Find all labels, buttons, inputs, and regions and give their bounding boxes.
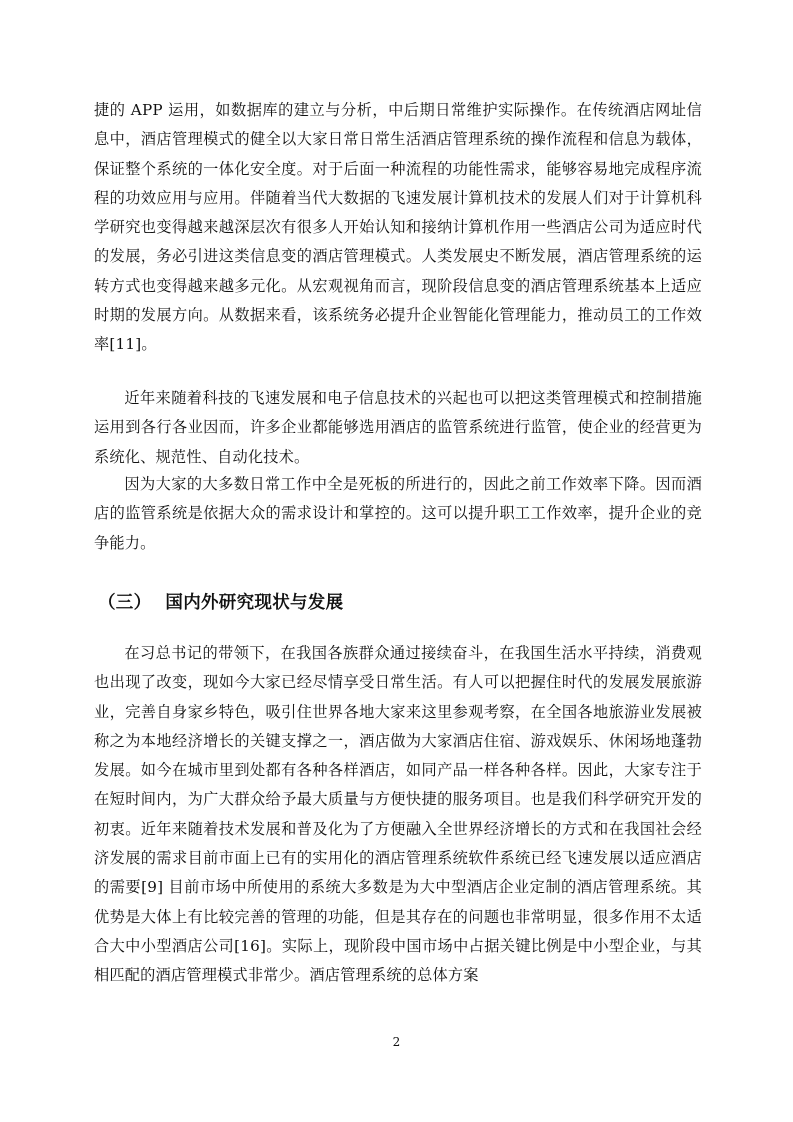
section-title: 国内外研究现状与发展 [165,593,344,613]
section-heading [98,588,343,618]
body-paragraph: 在习总书记的带领下，在我国各族群众通过接续奋斗，在我国生活水平持续，消费观也出现了改变，现如今大家已经尽情享受日常生活。有人可以把握住时代的发展发展旅游业，完善自身家乡特色，吸引住世界各地大家来这里参观考察，在全国各地旅游业发展被称之为本地经济增长的关键支撑之一，酒店做为大家酒店住宿、游戏娱乐、休闲场地蓬勃发展。如今在城市里到处都有各种各样酒店，如同产品一样各种各样。因此，大家专注于在短时间内，为广大群众给予最大质量与方便快捷的服务项目。也是我们科学研究开发的初衷。近年来随着技术发展和普及化为了方便融入全世界经济增长的方式和在我国社会经济发展的需求目前市面上已有的实用化的酒店管理系统软件系统已经飞速发展以适应酒店的需要[9] 目前市场中所使用的系统大多数是为大中型酒店企业定制的酒店管理系统。其优势是大体上有比较完善的管理的功能，但是其存在的问题也非常明显，很多作用不太适合大中小型酒店公司[16]。实际上，现阶段中国市场中占据关键比例是中小型企业，与其相匹配的酒店管理模式非常少。酒店管理系统的总体方案 [94,644,702,985]
body-paragraph: 近年来随着科技的飞速发展和电子信息技术的兴起也可以把这类管理模式和控制措施运用到各行各业因而，许多企业都能够选用酒店的监管系统进行监管，使企业的经营更为系统化、规范性、自动化技术。 [94,389,702,466]
page-number: 2 [392,1035,401,1049]
section-number: （三） [98,593,152,613]
body-paragraph: 因为大家的大多数日常工作中全是死板的所进行的，因此之前工作效率下降。因而酒店的监管系统是依据大众的需求设计和掌控的。这可以提升职工工作效率，提升企业的竞争能力。 [94,475,702,552]
body-paragraph: 捷的 APP 运用，如数据库的建立与分析，中后期日常维护实际操作。在传统酒店网址信息中，酒店管理模式的健全以大家日常日常生活酒店管理系统的操作流程和信息为载体，保证整个系统的一体化安全度。对于后面一种流程的功能性需求，能够容易地完成程序流程的功效应用与应用。伴随着当代大数据的飞速发展计算机技术的发展人们对于计算机科学研究也变得越来越深层次有很多人开始认知和接纳计算机作用一些酒店公司为适应时代的发展，务必引进这类信息变的酒店管理模式。人类发展史不断发展，酒店管理系统的运转方式也变得越来越多元化。从宏观视角而言，现阶段信息变的酒店管理系统基本上适应时期的发展方向。从数据来看，该系统务必提升企业智能化管理能力，推动员工的工作效率[11]。 [94,101,702,354]
